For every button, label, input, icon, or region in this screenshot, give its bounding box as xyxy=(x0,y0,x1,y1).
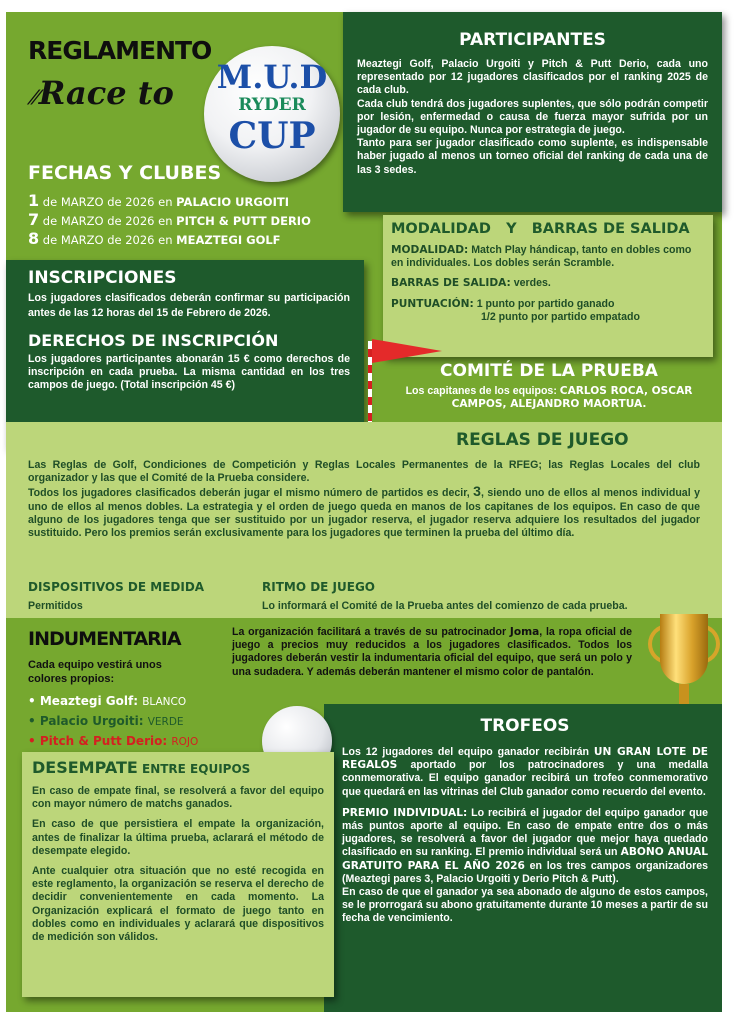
desempate-text: En caso de empate final, se resolverá a favor del equipo con mayor número de matchs ganados. xyxy=(32,785,324,811)
puntuacion-line: 1/2 punto por partido empatado xyxy=(481,310,640,323)
reglas-section xyxy=(6,422,722,618)
team-color-item: • Meaztegi Golf: BLANCO xyxy=(28,694,187,708)
dispositivos-title: DISPOSITIVOS DE MEDIDA xyxy=(28,580,205,594)
desempate-section xyxy=(22,752,334,997)
puntuacion-label: PUNTUACIÓN: xyxy=(391,297,474,310)
reglas-text: Las Reglas de Golf, Condiciones de Competición y Reglas Locales Permanentes de la RFEG; las Reglas Locales del club organizador y las que el Comité de la Prueba considere. xyxy=(28,459,700,485)
modalidad-section xyxy=(383,215,713,357)
fechas-list xyxy=(28,192,311,249)
dispositivos-text: Permitidos xyxy=(28,600,83,612)
fechas-title: FECHAS Y CLUBES xyxy=(28,162,222,184)
comite-text: Los capitanes de los equipos: xyxy=(405,385,560,397)
logo-mud: M.U.D xyxy=(216,58,328,96)
trofeo-highlight: UN GRAN LOTE DE REGALOS xyxy=(342,746,708,772)
fecha-item: 1 de MARZO de 2026 en PALACIO URGOITI xyxy=(28,191,289,210)
inscripciones-section xyxy=(6,260,364,448)
puntuacion-line: 1 punto por partido ganado xyxy=(473,297,615,310)
sponsor-name: Joma xyxy=(509,626,540,638)
team-colors-list xyxy=(28,692,198,752)
indumentaria-text: La organización facilitará a través de su patrocinador Joma, la ropa oficial de juego a precios muy reducidos a los jugadores clasificados. Todos los jugadores deberán vestir la indumentaria oficial del equipo, que será un polo y una sudadera. Y además deberán mantener el mismo color de pantalón. xyxy=(232,626,633,678)
subtitle: Race to xyxy=(38,74,174,112)
barras-text: verdes. xyxy=(510,277,551,290)
modalidad-text: Match Play hándicap, tanto en dobles como en individuales. Los dobles serán Scramble. xyxy=(391,244,692,270)
ritmo-text: Lo informará el Comité de la Prueba antes del comienzo de cada prueba. xyxy=(262,600,628,612)
fecha-item: 8 de MARZO de 2026 en MEAZTEGI GOLF xyxy=(28,229,281,248)
partidos-number: 3 xyxy=(473,483,481,500)
desempate-text: Ante cualquier otra situación que no esté recogida en este reglamento, la organización se reserva el derecho de decidir convenientemente en cada momento. La Organización explicará el formato de juego tanto en dobles como en individuales y aclarará que dispositivos de medición son válidos. xyxy=(32,865,324,944)
indumentaria-intro: Cada equipo vestirá unos colores propios: xyxy=(28,659,162,685)
modalidad-title: MODALIDAD Y BARRAS DE SALIDA xyxy=(391,221,690,237)
page-title: REGLAMENTO xyxy=(28,36,212,65)
logo-ryder: RYDER xyxy=(238,95,306,115)
trofeos-text: En caso de que el ganador ya sea abonado de alguno de estos campos, se le prorrogará su abono gratuitamente durante 10 meses a partir de su fecha de vencimiento. xyxy=(342,886,708,925)
team-color-item: • Palacio Urgoiti: VERDE xyxy=(28,714,184,728)
modalidad-label: MODALIDAD: xyxy=(391,244,469,256)
abono-highlight: ABONO ANUAL GRATUITO PARA EL AÑO 2026 xyxy=(342,846,708,872)
poster xyxy=(6,12,722,1012)
reglas-title: REGLAS DE JUEGO xyxy=(456,430,629,450)
derechos-text: Los jugadores participantes abonarán 15 € como derechos de inscripción en cada prueba. La misma cantidad en los tres campos de juego. (Total inscripción 45 €) xyxy=(28,353,350,392)
desempate-title: DESEMPATE xyxy=(32,758,138,777)
desempate-subtitle: ENTRE EQUIPOS xyxy=(137,762,251,776)
fecha-item: 7 de MARZO de 2026 en PITCH & PUTT DERIO xyxy=(28,210,311,229)
participantes-text: Meaztegi Golf, Palacio Urgoiti y Pitch & Putt Derio, cada uno representado por 12 jugadores clasificados por el ranking 2025 de cada club. xyxy=(357,58,708,97)
participantes-text: Tanto para ser jugador clasificado como suplente, es indispensable haber jugado al menos un torneo oficial del ranking de cada una de las 3 sedes. xyxy=(357,137,708,176)
ritmo-title: RITMO DE JUEGO xyxy=(262,580,376,594)
reglas-text: Todos los jugadores clasificados deberán jugar el mismo número de partidos es decir, xyxy=(28,487,474,500)
comite-names: CARLOS ROCA, OSCAR CAMPOS, ALEJANDRO MAORTUA. xyxy=(451,385,693,411)
comite-title: COMITÉ DE LA PRUEBA xyxy=(440,361,658,381)
desempate-text: En caso de que persistiera el empate la organización, antes de finalizar la última prueba, aclarará el método de desempate elegido. xyxy=(32,818,324,857)
mud-ryder-cup-logo xyxy=(204,46,340,182)
indumentaria-title: INDUMENTARIA xyxy=(28,628,181,650)
inscripciones-title: INSCRIPCIONES xyxy=(28,268,177,288)
barras-label: BARRAS DE SALIDA: xyxy=(391,277,511,290)
speed-lines-icon: ⁄⁄ xyxy=(32,85,39,109)
premio-individual-label: PREMIO INDIVIDUAL: xyxy=(342,806,468,819)
comite-section xyxy=(384,357,714,419)
reglas-text: , siendo uno de ellos al menos individual y uno de ellos al menos dobles. La estrategia y el orden de juego queda en manos de los capitanes de los equipos. En caso de que alguno de los jugadores tenga que ser sustituido por un jugador reserva, el jugador reserva adquiere los resultados del jugador sustituido. Pero los premios serán exclusivamente para los jugadores que terminen la prueba del último día. xyxy=(28,487,700,540)
trofeos-title: TROFEOS xyxy=(480,716,570,736)
derechos-title: DERECHOS DE INSCRIPCIÓN xyxy=(28,331,279,350)
race-to-script xyxy=(32,74,174,112)
trofeos-section: TROFEOS Los 12 jugadores del equipo ganador recibirán UN GRAN LOTE DE REGALOS aportado por los patrocinadores y una medalla conmemorativa. El equipo ganador recibirá un trofeo conmemorativo que quedará en las vitrinas del Club ganador como recuerdo del evento. PREMIO INDIVIDUAL: Lo recibirá el jugador del equipo ganador que más puntos aporte al equipo. En caso de empate entre dos o más jugadores, se resolverá a favor del jugador que mejor haya quedado clasificado en su ranking. El premio individual será un ABONO ANUAL GRATUITO PARA EL AÑO 2026 en los tres campos organizadores (Meaztegi pares 3, Palacio Urgoiti y Derio Pitch & Putt). En caso de que el ganador ya sea abonado de alguno de estos campos, se le prorrogará su abono gratuitamente durante 10 meses a partir de su fecha de vencimiento. xyxy=(324,704,722,1012)
participantes-section xyxy=(343,12,722,212)
participantes-text: Cada club tendrá dos jugadores suplentes, que sólo podrán competir por lesión, enfermedad o causa de fuerza mayor sufrida por un jugador de su equipo. Nunca por estrategia de juego. xyxy=(357,97,708,137)
inscripciones-text: Los jugadores clasificados deberán confirmar su participación antes de las 12 horas del 15 de Febrero de 2026. xyxy=(28,292,350,319)
participantes-title: PARTICIPANTES xyxy=(459,30,606,50)
logo-cup: CUP xyxy=(228,115,316,157)
team-color-item: • Pitch & Putt Derio: ROJO xyxy=(28,734,199,748)
